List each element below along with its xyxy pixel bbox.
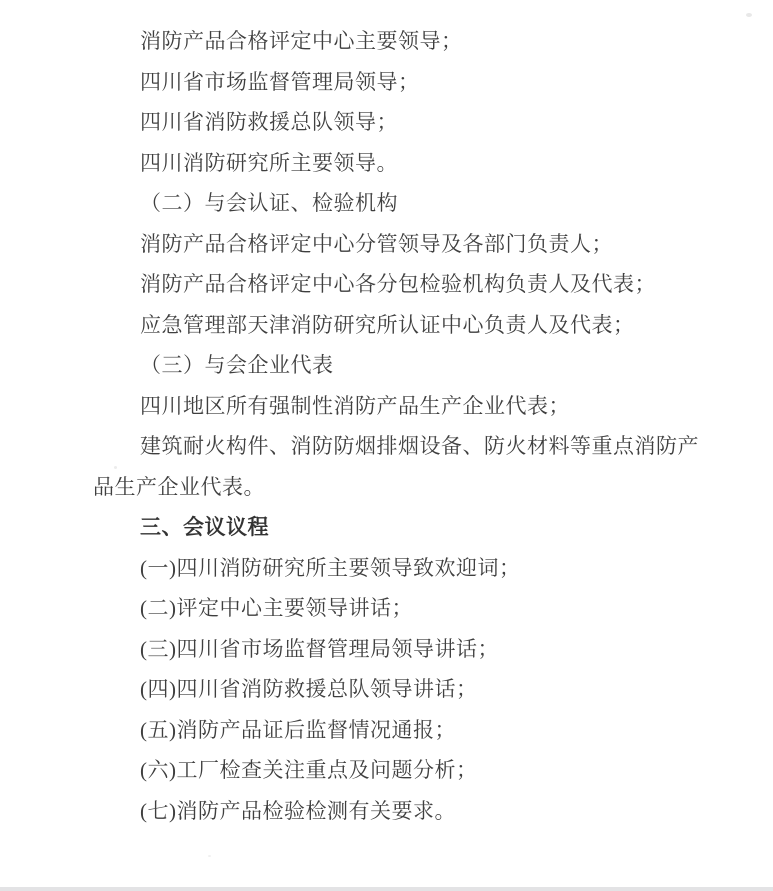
doc-line-attendee: 消防产品合格评定中心主要领导；	[140, 29, 463, 53]
doc-line-attendee: 消防产品合格评定中心各分包检验机构负责人及代表；	[140, 272, 656, 296]
doc-line-attendee: 应急管理部天津消防研究所认证中心负责人及代表；	[140, 312, 635, 337]
doc-line-agenda-item: (四)四川省消防救援总队领导讲话；	[140, 677, 478, 701]
doc-line-paragraph-first: 建筑耐火构件、消防防烟排烟设备、防火材料等重点消防产	[140, 434, 699, 458]
doc-line-attendee: 消防产品合格评定中心分管领导及各部门负责人；	[140, 231, 613, 256]
doc-line-attendee: 四川省市场监督管理局领导；	[140, 69, 420, 94]
doc-line-agenda-item: (六)工厂检查关注重点及问题分析；	[140, 758, 478, 782]
doc-line-attendee: 四川消防研究所主要领导。	[140, 150, 398, 175]
doc-line-agenda-item: (五)消防产品证后监督情况通报；	[140, 717, 456, 742]
doc-line-attendee: 四川地区所有强制性消防产品生产企业代表；	[140, 393, 570, 418]
doc-line-agenda-item: (一)四川消防研究所主要领导致欢迎词；	[140, 555, 521, 580]
scan-speck	[114, 466, 117, 469]
section-heading-agenda: 三、会议议程	[140, 515, 269, 539]
doc-subsection-heading-enterprise-reps: （三）与会企业代表	[140, 353, 334, 377]
doc-subsection-heading-certification-bodies: （二）与会认证、检验机构	[140, 191, 398, 215]
document-text-body	[93, 21, 707, 831]
doc-line-attendee: 四川省消防救援总队领导；	[140, 110, 398, 134]
doc-line-agenda-item: (二)评定中心主要领导讲话；	[140, 596, 413, 620]
scan-speck	[746, 13, 752, 17]
doc-line-agenda-item: (七)消防产品检验检测有关要求。	[140, 798, 456, 823]
scan-speck	[208, 855, 211, 857]
page-bottom-scan-edge	[0, 887, 773, 891]
doc-line-paragraph-wrap: 品生产企业代表。	[93, 474, 265, 499]
doc-line-agenda-item: (三)四川省市场监督管理局领导讲话；	[140, 636, 499, 661]
